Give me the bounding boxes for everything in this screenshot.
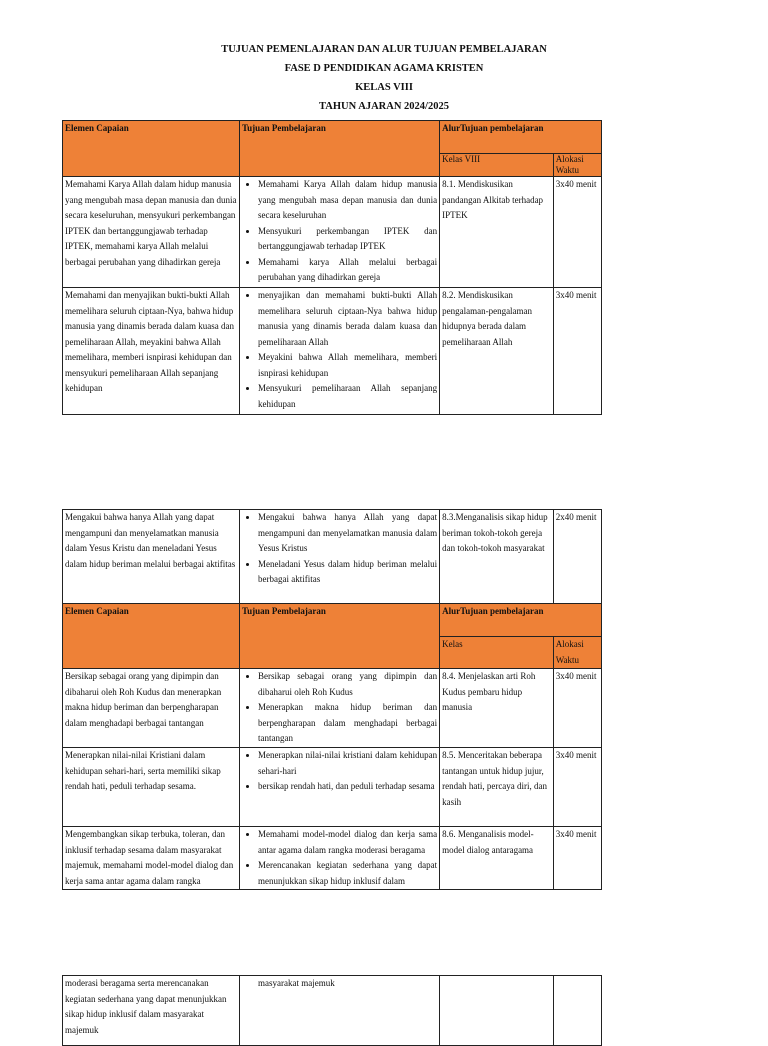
header-alur-tujuan: AlurTujuan pembelajaran: [440, 121, 602, 154]
alokasi-cell: 3x40 menit: [553, 748, 601, 827]
table-row: [63, 976, 602, 1046]
alur-cell: 8.4. Menjelaskan arti Roh Kudus pembaru hidup manusia: [440, 669, 554, 748]
elemen-cell: Bersikap sebagai orang yang dipimpin dan dibaharui oleh Roh Kudus dan menerapkan makna hidup beriman dan berpengharapan dalam menghadapi berbagai tantangan: [63, 669, 240, 748]
elemen-cell: Memahami Karya Allah dalam hidup manusia yang mengubah masa depan manusia dan dunia secara keseluruhan, mensyukuri perkembangan IPTEK dan bertanggungjawab terhadap IPTEK, memahami karya Allah melalui berbagai perubahan yang dihadirkan gereja: [63, 177, 240, 288]
header-elemen-capaian: Elemen Capaian: [63, 604, 240, 669]
tujuan-item: • Memahami Karya Allah dalam hidup manusia yang mengubah masa depan manusia dan dunia secara keseluruhan: [258, 177, 437, 224]
alur-cell: 8.2. Mendiskusikan pengalaman-pengalaman hidupnya berada dalam pemeliharaan Allah: [440, 288, 554, 415]
header-elemen-capaian: Elemen Capaian: [63, 121, 240, 177]
table-row: [63, 669, 602, 748]
document-title: [0, 40, 768, 116]
table-row: [63, 827, 602, 890]
alur-cell: 8.3.Menganalisis sikap hidup beriman tokoh-tokoh gereja dan tokoh-tokoh masyarakat: [440, 510, 554, 604]
tujuan-cell: [239, 177, 439, 288]
elemen-cell: Mengakui bahwa hanya Allah yang dapat mengampuni dan menyelamatkan manusia dalam Yesus Kristu dan meneladani Yesus dalam hidup beriman melalui berbagai aktifitas: [63, 510, 240, 604]
alokasi-cell: 3x40 menit: [553, 669, 601, 748]
title-line-3: KELAS VIII: [355, 82, 413, 93]
tujuan-item: • Mensyukuri perkembangan IPTEK dan bertanggungjawab terhadap IPTEK: [258, 224, 437, 255]
tujuan-item: • menyajikan dan memahami bukti-bukti Allah memelihara seluruh ciptaan-Nya bahwa hidup manusia yang dinamis berada dalam kuasa dan pemeliharaan Allah: [258, 288, 437, 350]
tujuan-cell: [239, 669, 439, 748]
alur-cell: [440, 976, 554, 1046]
tujuan-cell: masyarakat majemuk: [239, 976, 439, 1046]
alokasi-cell: [553, 976, 601, 1046]
elemen-cell: moderasi beragama serta merencanakan kegiatan sederhana yang dapat menunjukkan sikap hidup inklusif dalam masyarakat majemuk: [63, 976, 240, 1046]
header-alur-tujuan: AlurTujuan pembelajaran: [440, 604, 602, 637]
header-alokasi-waktu: Alokasi Waktu: [553, 637, 601, 669]
title-line-1: TUJUAN PEMENLAJARAN DAN ALUR TUJUAN PEMBELAJARAN: [221, 44, 547, 55]
tujuan-cell: [239, 288, 439, 415]
tujuan-cell: [239, 827, 439, 890]
title-line-2: FASE D PENDIDIKAN AGAMA KRISTEN: [284, 63, 484, 74]
table-row: [63, 177, 602, 288]
alokasi-cell: 3x40 menit: [553, 827, 601, 890]
tujuan-item: • Merencanakan kegiatan sederhana yang dapat menunjukkan sikap hidup inklusif dalam: [258, 858, 437, 889]
elemen-cell: Mengembangkan sikap terbuka, toleran, dan inklusif terhadap sesama dalam masyarakat majemuk, memahami model-model dialog dan kerja sama antar agama dalam rangka: [63, 827, 240, 890]
alokasi-cell: 2x40 menit: [553, 510, 601, 604]
tujuan-item: • Menerapkan nilai-nilai kristiani dalam kehidupan sehari-hari: [258, 748, 437, 779]
table-row: [63, 748, 602, 827]
alur-cell: 8.1. Mendiskusikan pandangan Alkitab terhadap IPTEK: [440, 177, 554, 288]
table-row: [63, 288, 602, 415]
table-page-3: [62, 975, 602, 1046]
header-kelas: Kelas: [440, 637, 554, 669]
header-kelas: Kelas VIII: [440, 154, 554, 177]
alur-cell: 8.5. Menceritakan beberapa tantangan untuk hidup jujur, rendah hati, percaya diri, dan kasih: [440, 748, 554, 827]
tujuan-item: • Meyakini bahwa Allah memelihara, memberi isnpirasi kehidupan: [258, 350, 437, 381]
tujuan-cell: [239, 510, 439, 604]
tujuan-item: • Mengakui bahwa hanya Allah yang dapat mengampuni dan menyelamatkan manusia dalam Yesus Kristus: [258, 510, 437, 557]
tujuan-item: • Menerapkan makna hidup beriman dan berpengharapan dalam menghadapi berbagai tantangan: [258, 700, 437, 747]
elemen-cell: Menerapkan nilai-nilai Kristiani dalam kehidupan sehari-hari, serta memiliki sikap rendah hati, peduli terhadap sesama.: [63, 748, 240, 827]
tujuan-item: • Bersikap sebagai orang yang dipimpin dan dibaharui oleh Roh Kudus: [258, 669, 437, 700]
tujuan-item: • Memahami model-model dialog dan kerja sama antar agama dalam rangka moderasi beragama: [258, 827, 437, 858]
tujuan-item: • bersikap rendah hati, dan peduli terhadap sesama: [258, 779, 437, 795]
tujuan-item: • Meneladani Yesus dalam hidup beriman melalui berbagai aktifitas: [258, 557, 437, 588]
alokasi-cell: 3x40 menit: [553, 177, 601, 288]
tujuan-cell: [239, 748, 439, 827]
header-tujuan-pembelajaran: Tujuan Pembelajaran: [239, 604, 439, 669]
alur-cell: 8.6. Menganalisis model-model dialog antaragama: [440, 827, 554, 890]
tujuan-item: • Mensyukuri pemeliharaan Allah sepanjang kehidupan: [258, 381, 437, 412]
title-line-4: TAHUN AJARAN 2024/2025: [319, 101, 449, 112]
alokasi-cell: 3x40 menit: [553, 288, 601, 415]
table-page-2: [62, 509, 602, 890]
header-alokasi-waktu: Alokasi Waktu: [553, 154, 601, 177]
table-row: [63, 510, 602, 604]
tujuan-item: • Memahami karya Allah melalui berbagai perubahan yang dihadirkan gereja: [258, 255, 437, 286]
table-page-1: [62, 120, 602, 415]
elemen-cell: Memahami dan menyajikan bukti-bukti Allah memelihara seluruh ciptaan-Nya, bahwa hidup manusia yang dinamis berada dalam kuasa dan pemeliharaan Allah, meyakini bahwa Allah memelihara, memberi isnpirasi kehidupan dan mensyukuri pemeliharaan Allah sepanjang kehidupan: [63, 288, 240, 415]
header-tujuan-pembelajaran: Tujuan Pembelajaran: [239, 121, 439, 177]
